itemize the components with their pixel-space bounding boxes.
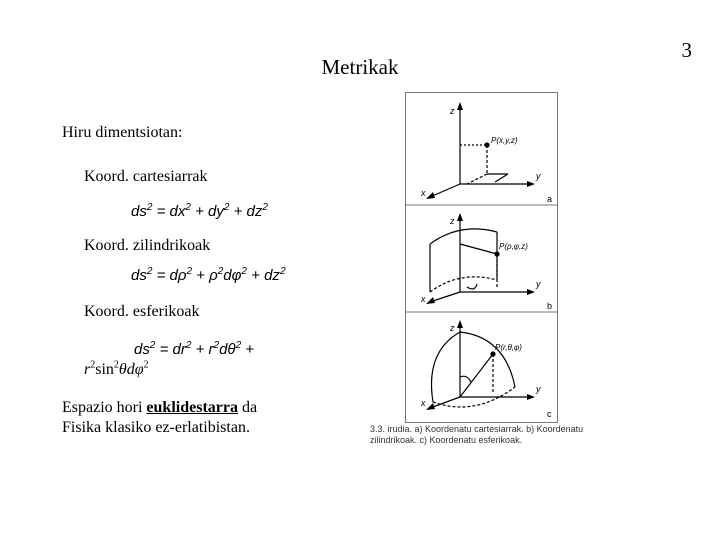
conclusion-mid: da [237,399,258,416]
conclusion-line2: Fisika klasiko ez-erlatibistan. [62,419,250,436]
x-axis-b [430,292,460,302]
y-label-a: y [536,171,541,181]
z-label-a: z [450,106,455,116]
point-label-a: P(x,y,z) [491,136,518,145]
caption-line-2: zilindrikoak. c) Koordenatu esferikoak. [370,435,523,445]
x-arrow-c [426,403,435,410]
figure-frame [406,93,558,423]
point-label-b: P(ρ,φ,z) [499,242,528,251]
y-arrow-b [527,289,535,295]
panel-label-c: c [547,409,552,419]
panel-label-a: a [547,194,553,204]
y-arrow-c [527,394,535,400]
panel-cartesian [426,102,535,199]
z-arrow-a [457,102,463,110]
point-p-b [495,252,499,256]
proj-line-4 [495,174,508,182]
section-heading-cartesian: Koord. cartesiarrak [84,168,208,185]
conclusion-prefix: Espazio hori [62,399,147,416]
radius-line-b [460,244,497,254]
panel-label-b: b [547,301,553,311]
y-arrow-a [527,181,535,187]
x-arrow-a [426,192,435,199]
sphere-arc-2 [432,332,460,402]
z-arrow-c [457,320,463,328]
y-label-b: y [536,279,541,289]
intro-text: Hiru dimentsiotan: [62,124,183,141]
caption-line-1: 3.3. irudia. a) Koordenatu cartesiarrak. b) Koordenatu [370,424,584,434]
phi-arc-b [467,284,477,289]
page-title: Metrikak [321,55,399,79]
z-arrow-b [457,213,463,221]
z-label-c: z [450,323,455,333]
point-label-c: P(r,θ,φ) [495,343,522,352]
cylinder-bottom-arc [430,277,497,292]
conclusion-emphasis: euklidestarra [146,399,238,416]
y-label-c: y [536,384,541,394]
section-heading-spherical: Koord. esferikoak [84,303,200,320]
x-label-a: x [421,188,426,198]
proj-line-3 [465,174,487,185]
formula-cylindrical: $ds^2 = d\rho^2 + \rho^2d\varphi^2 + dz^2$ [131,266,286,284]
x-arrow-b [426,297,435,304]
formula-spherical-line1: $ds^2 = dr^2 + r^2d\theta^2$ + [134,340,255,358]
cylinder-top-arc [430,229,497,244]
theta-arc-c [460,376,471,382]
point-p-a [485,143,489,147]
panel-spherical [426,320,535,410]
x-axis-a [430,184,460,197]
figure-caption [370,424,620,446]
formula-spherical-line2: $r^2\sin^2\theta d\varphi^2$ [84,359,149,378]
page-number: 3 [681,38,692,62]
point-p-c [491,352,495,356]
x-label-c: x [421,398,426,408]
formula-cartesian: $ds^2 = dx^2 + dy^2 + dz^2$ [131,202,268,220]
panel-cylindrical [426,213,535,304]
coordinate-systems-figure [405,92,565,427]
section-heading-cylindrical: Koord. zilindrikoak [84,237,211,254]
x-label-b: x [421,294,426,304]
z-label-b: z [450,216,455,226]
radius-line-c [460,354,493,397]
conclusion-text [62,398,257,438]
